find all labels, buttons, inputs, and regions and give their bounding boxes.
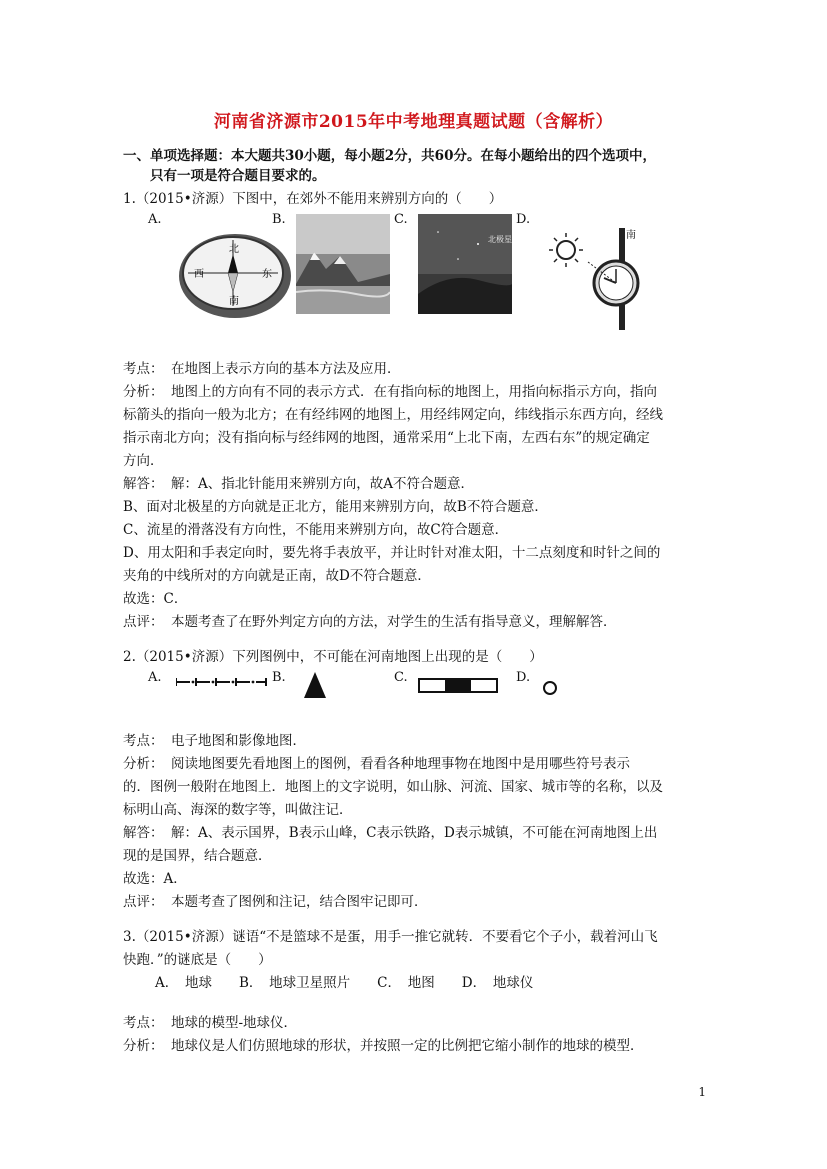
q2-stem: 2.（2015•济源）下列图例中，不可能在河南地图上出现的是（ ）	[123, 649, 543, 665]
night-sky-image	[418, 214, 512, 314]
q1-option-d-label: D.	[516, 212, 531, 227]
q2-jieda-label: 解答：	[123, 825, 164, 841]
compass-icon	[176, 232, 294, 322]
national-border-symbol	[176, 676, 268, 688]
q3-kaodian	[123, 1013, 297, 1033]
q2-pingping-text: 本题考查了图例和注记，结合图牢记即可．	[171, 894, 428, 910]
q2-pingping-label: 点评：	[123, 894, 164, 910]
railway-symbol	[418, 678, 498, 694]
q3-fenxi	[123, 1036, 644, 1056]
mountain-peak-symbol	[302, 670, 328, 700]
page-number: 1	[698, 1085, 706, 1099]
q1-answer: 故选：C．	[123, 591, 188, 607]
q1-jieda-line5: 夹角的中线所对的方向就是正南，故D不符合题意．	[123, 568, 431, 584]
section-heading-line1: 一、单项选择题：本大题共30小题，每小题2分，共60分。在每小题给出的四个选项中，	[123, 148, 656, 164]
q1-option-c-label: C.	[394, 212, 408, 227]
q1-fenxi-label: 分析：	[123, 384, 164, 400]
document-title: 河南省济源市2015年中考地理真题试题（含解析）	[213, 112, 614, 132]
q1-kaodian-label: 考点：	[123, 361, 164, 377]
q1-fenxi-text-1: 地图上的方向有不同的表示方式．在有指向标的地图上，用指向标指示方向，指向	[171, 384, 657, 400]
q2-option-d-label: D.	[516, 670, 531, 685]
q1-fenxi-line4: 方向．	[123, 453, 164, 469]
q1-jieda-line1	[123, 474, 474, 494]
q2-jieda-line2: 现的是国界，结合题意．	[123, 848, 272, 864]
q3-fenxi-text: 地球仪是人们仿照地球的形状，并按照一定的比例把它缩小制作的地球的模型．	[171, 1038, 644, 1054]
q2-answer: 故选：A．	[123, 871, 187, 887]
q1-jieda-line4: D、用太阳和手表定向时，要先将手表放平，并让时针对准太阳，十二点刻度和时针之间的	[123, 545, 661, 561]
q2-option-b-label: B.	[272, 670, 286, 685]
section-heading-line2: 只有一项是符合题目要求的。	[150, 168, 326, 184]
q2-fenxi-label: 分析：	[123, 756, 164, 772]
q3-kaodian-text: 地球的模型-地球仪．	[171, 1015, 298, 1031]
q3-kaodian-label: 考点：	[123, 1015, 164, 1031]
q1-jieda-line3: C、流星的滑落没有方向性，不能用来辨别方向，故C符合题意．	[123, 522, 509, 538]
q2-jieda-text-1: 解：A、表示国界，B表示山峰，C表示铁路，D表示城镇，不可能在河南地图上出	[171, 825, 658, 841]
q2-fenxi-line2: 的．图例一般附在地图上．地图上的文字说明，如山脉、河流、国家、城市等的名称，以及	[123, 779, 663, 795]
q1-pingping	[123, 612, 617, 632]
q2-option-c-label: C.	[394, 670, 408, 685]
q1-option-b-label: B.	[272, 212, 286, 227]
q1-fenxi-line3: 指示南北方向；没有指向标与经纬网的地图，通常采用“上北下南，左西右东”的规定确定	[123, 430, 650, 446]
q2-jieda-line1	[123, 823, 657, 843]
q3-fenxi-label: 分析：	[123, 1038, 164, 1054]
q3-stem-line1: 3.（2015•济源）谜语“不是篮球不是蛋，用手一推它就转．不要看它个子小，载着河山飞	[123, 929, 658, 945]
q2-kaodian-label: 考点：	[123, 733, 164, 749]
landscape-image	[296, 214, 390, 314]
q1-pingping-text: 本题考查了在野外判定方向的方法，对学生的生活有指导意义，理解解答．	[171, 614, 617, 630]
compass-north-label: 北	[229, 244, 239, 255]
q2-fenxi-text-1: 阅读地图要先看地图上的图例，看看各种地理事物在地图中是用哪些符号表示	[171, 756, 630, 772]
compass-south-label: 南	[229, 296, 239, 307]
q2-pingping	[123, 892, 428, 912]
q3-stem-line2: 快跑．”的谜底是（ ）	[123, 952, 272, 968]
town-symbol	[541, 679, 559, 697]
q1-jieda-text-1: 解：A、指北针能用来辨别方向，故A不符合题意．	[171, 476, 474, 492]
q1-kaodian-text: 在地图上表示方向的基本方法及应用．	[171, 361, 401, 377]
q1-fenxi-line2: 标箭头的指向一般为北方；在有经纬网的地图上，用经纬网定向，纬线指示东西方向，经线	[123, 407, 663, 423]
q2-fenxi-line3: 标明山高、海深的数字等，叫做注记．	[123, 802, 353, 818]
q1-fenxi-line1	[123, 382, 657, 402]
q1-jieda-label: 解答：	[123, 476, 164, 492]
sun-watch-icon	[540, 228, 640, 332]
pole-star-label: 北极星	[488, 235, 512, 244]
q1-stem: 1.（2015•济源）下图中，在郊外不能用来辨别方向的（ ）	[123, 191, 503, 207]
q1-kaodian	[123, 359, 401, 379]
watch-south-label: 南	[626, 230, 636, 241]
compass-east-label: 东	[262, 269, 272, 280]
q2-kaodian-text: 电子地图和影像地图．	[171, 733, 306, 749]
q1-pingping-label: 点评：	[123, 614, 164, 630]
q2-kaodian	[123, 731, 306, 751]
compass-west-label: 西	[194, 269, 204, 280]
q1-option-a-label: A.	[148, 212, 162, 227]
q2-option-a-label: A.	[148, 670, 162, 685]
q3-options: A． 地球 B． 地球卫星照片 C． 地图 D． 地球仪	[155, 975, 534, 991]
q2-fenxi-line1	[123, 754, 630, 774]
q1-jieda-line2: B、面对北极星的方向就是正北方，能用来辨别方向，故B不符合题意．	[123, 499, 548, 515]
